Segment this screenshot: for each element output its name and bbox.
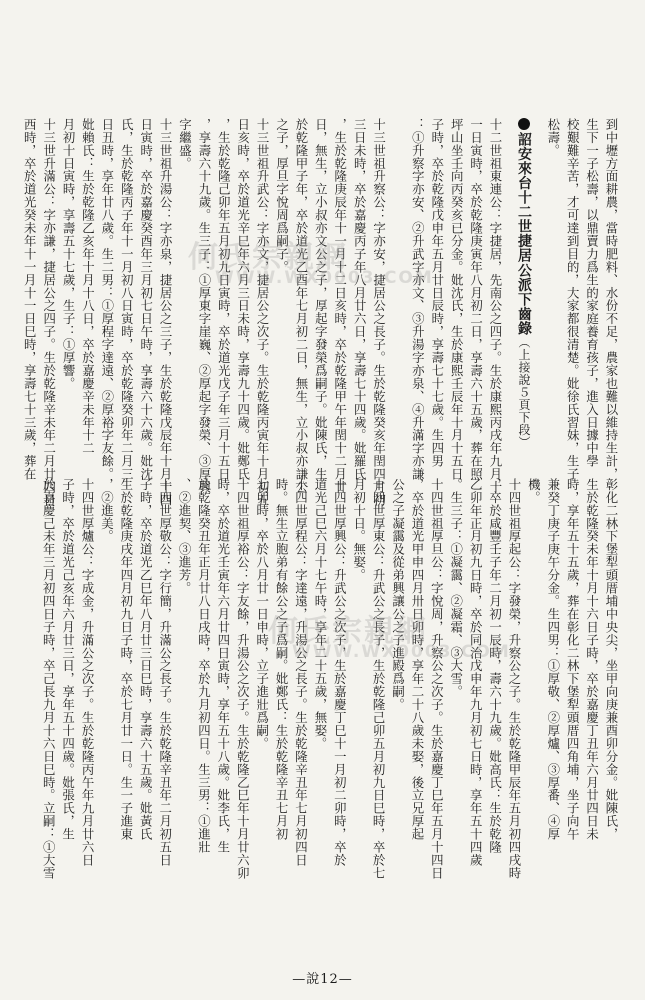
text-column: 七卯時，卒於八月廿一日申時，立子進壯爲嗣。	[254, 478, 270, 750]
text-column: 十四世厚爐公：字成金，升滿公之次子。生於乾隆丙午年九月廿六日	[80, 478, 96, 867]
text-column: 校艱難辛苦，才可達到目的，大家都很清楚。妣徐氏習妹，生子	[565, 118, 581, 481]
text-column: 十四世祖厚裕公：字友餘，升湯公之次子。生於乾隆乙巳年十月廿六卯	[235, 478, 251, 880]
text-column: 一日寅時，卒於乾隆庚寅年八月初二日，享壽六十五歲，葬在照	[468, 118, 484, 481]
text-column: 時，享年五十五歲，葬在彰化二林下堡犁頭厝四角埔，坐子向午	[565, 478, 581, 841]
text-column: 乙卯年正月初九日時，卒於同治戊申年九月初七日時，享年五十四歲	[468, 478, 484, 867]
text-column: 十四世厚程公：字達遠，升湯公之長子。生於乾隆辛丑年七月初四日	[293, 478, 309, 867]
text-column: 十二世祖東連公：字捷居，先南公之四子。生於康熙丙戌年九月十	[488, 118, 503, 494]
text-column: ，享壽六十九歲。生三子：①厚東字崖巍、②厚起字發榮、③厚興	[196, 118, 212, 494]
intro-paragraph	[531, 118, 621, 481]
text-column: ，生於乾隆庚辰年十一月十二日亥時，卒於乾隆甲午年閏十二月廿	[332, 118, 348, 494]
text-column: 。生三子：①凝靄、②凝霜、③大雪。	[448, 478, 464, 699]
text-column: 於嘉慶己未年三月初四日子時，卒己長九月十六日巳時。立嗣：①大雪	[41, 478, 57, 880]
text-column: 十四世厚興公：升武公之次子，生於嘉慶丁巳十一月初二卯時，卒於	[332, 478, 348, 867]
text-column: ，卒於咸豐壬子年二月初一辰時，壽六十九歲。妣高氏：生於乾隆	[487, 478, 503, 854]
text-column	[389, 118, 408, 488]
text-column: 十四世厚敬公：字行簡，升滿公之長子。生於乾隆辛丑年二月初五日	[157, 478, 173, 867]
text-column: 妣賴氏：生於乾隆乙亥年十月十八日，卒於嘉慶辛未年十二	[80, 118, 96, 455]
text-column: 生於乾隆癸未年十月十六日子時，卒於嘉慶丁丑年六月廿四日未	[584, 478, 600, 841]
text-column: 彰化二林下堡犁頭厝埔中央尖，坐甲向庚兼酉卯分金。妣陳氏，	[604, 478, 619, 841]
text-column: 十四世厚東公：升武公之長子，生於乾隆己卯五月初九日巳時，卒於七	[371, 478, 387, 880]
text-column: 十三世升滿公：字亦謙，捷居公之四子。生於乾隆辛未年二月廿四日	[41, 118, 57, 507]
text-column: 日丑時，享年廿八歲。生二男：①厚程字達遠、②厚裕字友餘。	[99, 118, 115, 481]
text-column: 道光己巳六月十七午時，享年二十五歲，無娶。	[312, 478, 328, 750]
text-column: 十四世祖厚起公：字發榮，升察公之子。生於乾隆甲辰年五月初四戌時	[506, 478, 522, 880]
watermark: 何氏宗親網	[268, 614, 428, 649]
text-column: 時。無生立胞弟有餘公之子爲嗣。妣鄭氏：生於乾隆辛丑七月初	[274, 478, 290, 841]
text-column: 機。	[526, 478, 542, 504]
text-column: 生下一子松壽，以鼎賣力爲生的家庭養育孩子，進入日據中學	[584, 118, 600, 468]
text-column: 時，卒於道光壬寅年六月廿四日寅時，享年五十八歲。妣李氏，生	[215, 478, 231, 854]
text-column: 子時，卒於道光乙巳年八月廿三日巳時，享壽六十五歲。妣黃氏	[138, 478, 154, 841]
text-column: 兼癸丁庚子庚午分金。生四男：①厚敬、②厚爐、③厚番、④厚	[545, 478, 561, 841]
bullet-icon	[518, 118, 530, 130]
text-column: 字繼盛。	[177, 118, 193, 170]
text-column: 公之子凝靄及從弟興讓公之子進殿爲嗣。	[390, 478, 406, 712]
text-column: 月初十日寅時，享壽五十七歲，生子：①厚響。	[61, 118, 77, 390]
text-column: 於乾隆甲子年，卒於道光乙酉年七月初二日，無生，立小叔亦謙公	[293, 118, 309, 494]
heading-title: 詔安來台十二世捷居公派下齒錄	[516, 132, 532, 336]
watermark: WWW.WX0003.COM	[215, 268, 434, 288]
text-column: 西時，卒於道光癸未年十一月十一日巳時，享壽七十三歲，葬在	[22, 118, 38, 481]
text-column: 到中壢方面耕農，當時肥料、水份不足，農家也難以維持生計，	[604, 118, 619, 481]
text-column: 三日未時，卒於嘉慶丙子年八月廿六日，享壽七十四歲。妣羅氏	[352, 118, 368, 481]
watermark: 何氏宗親網	[188, 240, 348, 275]
text-column: 日寅時，卒於嘉慶癸酉年三月初七日午時，享壽六十六歲。妣沈	[138, 118, 154, 481]
text-column: 十四世祖厚旦公：字悅周，升察公之次子。生於嘉慶丁巳年五月十四日	[429, 478, 445, 880]
text-column: 十三世祖升武公：字亦文，捷居公之次子。生於乾隆丙寅年十月初五	[255, 118, 271, 507]
text-column: 日，無生，立小叔亦文公之子，厚起字發榮爲嗣子。妣陳氏，生	[313, 118, 329, 481]
text-column: 月初十日。無娶。	[351, 478, 367, 582]
text-column: ，②進美。	[99, 478, 115, 543]
text-column: ，生於乾隆己卯年五月初九日寅時，卒於道光戊子年三月十五日	[216, 118, 232, 481]
page-number: —說12—	[292, 972, 353, 987]
text-column: 於乾隆癸丑年正月廿八日戌時，卒於九月初四日。生三男：①進壯	[196, 478, 212, 854]
text-column: 十三世祖升湯公：字亦泉，捷居公之三子，生於乾隆戊辰年十月十四	[158, 118, 174, 507]
watermark: WWW.WX0003.COM	[292, 642, 511, 662]
text-column: ：①升察字亦安、②升武字亦文、③升湯字亦泉、④升滿字亦謙	[410, 118, 426, 481]
text-column: 氏，生於乾隆丙子年十一月初八日寅時，卒於乾隆癸卯年二月三	[119, 118, 135, 481]
upper-entries	[22, 118, 505, 507]
text-column: 、②進契、③進芳。	[177, 478, 193, 595]
text-column: 子時，卒於乾隆戊申年五月廿日辰時，享壽七十七歲。生四男	[429, 118, 445, 468]
text-column: 十三世祖升察公：字亦安，捷居公之長子。生於乾隆癸亥年閏四月初	[371, 118, 387, 507]
text-column: 坪山坐壬向丙癸亥已分金。妣沈氏，生於康熙壬辰年十月十五日	[449, 118, 465, 481]
heading-subtitle: （上接說５頁下段）	[517, 335, 531, 449]
text-column: 生於乾隆庚戌年四月初九日子時，卒於七月廿一日。生一子進東	[118, 478, 134, 841]
text-column: 日亥時，卒於道光辛巳年六月三日未時，享壽九十四歲。妣鄭氏	[235, 118, 251, 481]
section-heading	[507, 118, 533, 488]
text-column: 松壽。	[545, 118, 561, 157]
text-column: ，卒於道光甲申四月卅日卯時，享年二十八歲未娶，後立兄厚起	[409, 478, 425, 841]
text-column: 之子，厚旦字悅周爲嗣子。	[274, 118, 290, 274]
text-column: 子時，卒於道光己亥年六月廿三日，享年五十四歲。妣張氏，生	[60, 478, 76, 841]
